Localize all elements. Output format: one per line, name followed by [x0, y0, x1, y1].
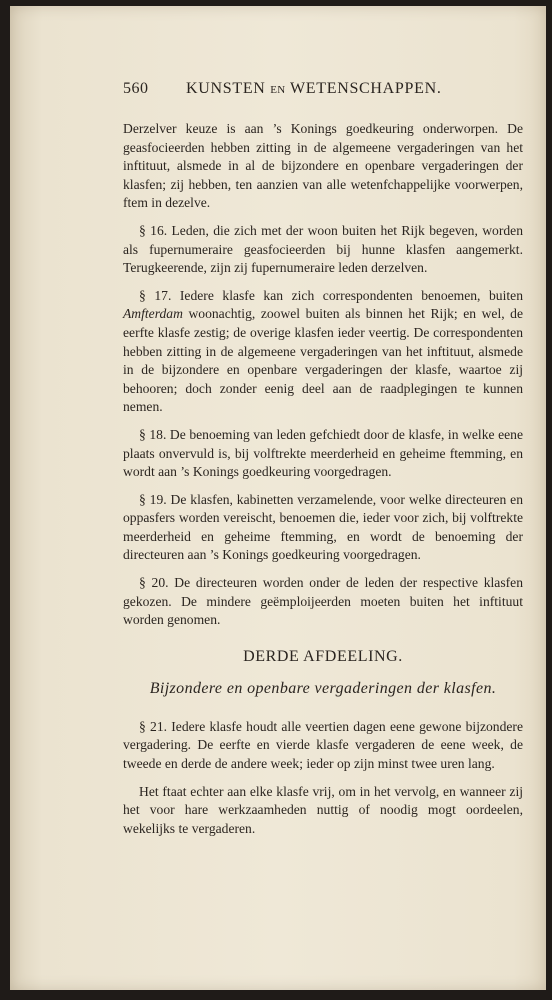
paragraph-section-20: § 20. De directeuren worden onder de leden der respective klasfen gekozen. De mindere geëmploijeerden moeten buiten het inftituut worden genomen. — [123, 575, 523, 628]
page-content — [123, 80, 523, 847]
paragraph-section-19: § 19. De klasfen, kabinetten verzamelende, voor welke directeuren en oppasfers worden vereischt, benoemen die, ieder voor zich, bij volftrekte meerderheid en geheime ftemming, en wordt de benoeming der directeuren aan ’s Konings goedkeuring voorgedragen. — [123, 491, 523, 563]
running-head — [123, 80, 523, 106]
paragraph-continued: Derzelver keuze is aan ’s Konings goedkeuring onderworpen. De geasfocieerden hebben zitting in de algemeene vergaderingen van het inftituut, alsmede in al de bijzondere en openbare vergaderingen der klasfen; zij hebben, ten aanzien van alle wetenfchappelijke voorwerpen, ftem in dezelve. — [123, 121, 523, 211]
page-number: 560 — [123, 80, 149, 97]
paragraph-section-17-start: § 17. Iedere klasfe kan zich correspondenten benoemen, buiten — [139, 287, 523, 303]
running-title-part1: KUNSTEN — [186, 80, 266, 97]
paragraph-section-17-rest: woonachtig, zoowel buiten als binnen het Rijk; en wel, de eerfte klasfe zestig; de overige klasfen ieder veertig. De correspondenten hebben zitting in de algemeene vergaderingen van het inftituut, alsmede in de bijzondere en openbare vergaderingen der klasfe, waartoe zij behooren; doch zonder eenig deel aan de raadplegingen te kunnen nemen. — [123, 306, 523, 415]
city-name: Amfterdam — [123, 306, 183, 322]
running-title-part3: WETENSCHAPPEN. — [289, 80, 442, 97]
running-title — [186, 80, 442, 98]
paragraph-section-17 — [123, 287, 523, 417]
section-subtitle: Bijzondere en openbare vergaderingen der klasfen. — [149, 679, 497, 697]
paragraph-section-16: § 16. Leden, die zich met der woon buiten het Rijk begeven, worden als fupernumeraire geasfocieerden bij hunne klasfen aangemerkt. Terugkeerende, zijn zij fupernumeraire leden derzelven. — [123, 222, 523, 276]
paragraph-section-21: § 21. Iedere klasfe houdt alle veertien dagen eene gewone bijzondere vergadering. De eerfte en vierde klasfe vergaderen de eene week, de tweede en derde de andere week; ieder op zijn minst twee uren lang. — [123, 718, 523, 772]
paragraph-final: Het ftaat echter aan elke klasfe vrij, om in het vervolg, en wanneer zij het voor hare werkzaamheden nuttig of noodig mogt oordeelen, wekelijks te vergaderen. — [123, 783, 523, 836]
paragraph-section-18: § 18. De benoeming van leden gefchiedt door de klasfe, in welke eene plaats onvervuld is, bij volftrekte meerderheid en geheime ftemming, en wordt aan ’s Konings goedkeuring voorgedragen. — [123, 426, 523, 480]
section-heading: DERDE AFDEELING. — [243, 647, 403, 665]
running-title-part2: EN — [270, 84, 286, 96]
